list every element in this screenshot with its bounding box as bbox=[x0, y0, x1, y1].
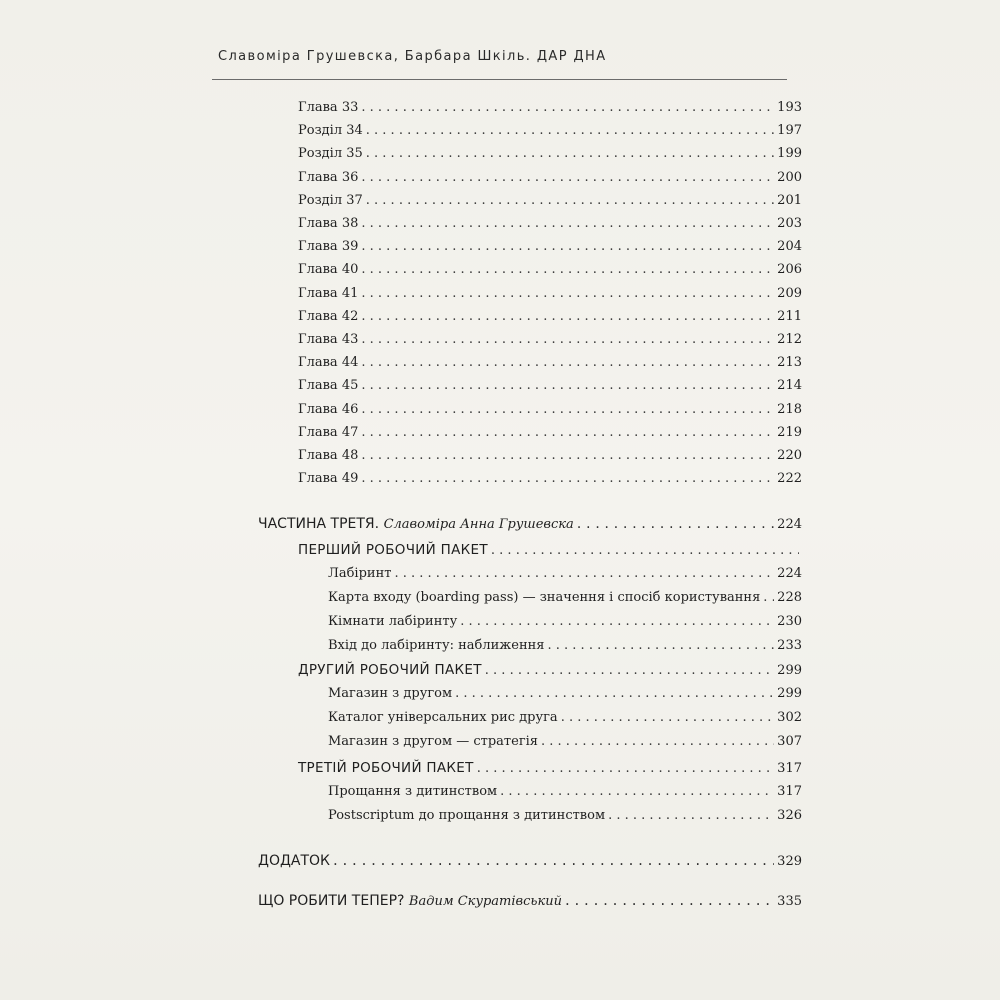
toc-item[interactable] bbox=[328, 638, 802, 653]
toc-chapter[interactable] bbox=[298, 309, 802, 324]
leader-dots bbox=[361, 402, 774, 417]
chapter-page: 222 bbox=[777, 471, 802, 487]
leader-dots bbox=[361, 286, 774, 301]
leader-dots bbox=[366, 123, 774, 138]
chapter-label: Глава 42 bbox=[298, 308, 359, 324]
toc-item[interactable] bbox=[328, 808, 802, 823]
item-label: Postscriptum до прощання з дитинством bbox=[328, 808, 606, 823]
chapter-page: 213 bbox=[777, 355, 802, 371]
chapter-label: Глава 45 bbox=[298, 378, 359, 394]
toc-item[interactable] bbox=[328, 710, 802, 725]
chapter-page: 218 bbox=[777, 401, 802, 417]
leader-dots bbox=[500, 784, 774, 799]
toc-chapter[interactable] bbox=[298, 216, 802, 231]
part-three-label: ЧАСТИНА ТРЕТЯ. bbox=[258, 516, 380, 532]
chapter-label: Глава 41 bbox=[298, 285, 359, 301]
chapter-label: Глава 49 bbox=[298, 471, 359, 487]
leader-dots bbox=[361, 262, 774, 277]
item-page: 299 bbox=[777, 686, 802, 701]
chapter-label: Розділ 34 bbox=[298, 123, 363, 139]
leader-dots bbox=[361, 378, 774, 393]
leader-dots bbox=[361, 100, 774, 115]
toc-what-now[interactable] bbox=[258, 891, 802, 909]
toc-item[interactable] bbox=[328, 734, 802, 749]
leader-dots bbox=[460, 614, 774, 629]
toc-package-1[interactable] bbox=[298, 542, 802, 558]
leader-dots bbox=[333, 851, 774, 869]
chapter-label: Глава 47 bbox=[298, 424, 359, 440]
item-page: 228 bbox=[777, 590, 802, 605]
chapter-page: 199 bbox=[777, 146, 802, 162]
package-2-page: 299 bbox=[777, 663, 802, 678]
toc-chapter[interactable] bbox=[298, 123, 802, 138]
toc-chapter[interactable] bbox=[298, 471, 802, 486]
toc-item[interactable] bbox=[328, 566, 802, 581]
item-label: Прощання з дитинством bbox=[328, 784, 498, 799]
item-page: 233 bbox=[777, 638, 802, 653]
chapter-page: 197 bbox=[777, 123, 802, 139]
chapter-page: 201 bbox=[777, 192, 802, 208]
package-2-label: ДРУГИЙ РОБОЧИЙ ПАКЕТ bbox=[298, 662, 482, 678]
package-3-page: 317 bbox=[777, 761, 802, 776]
item-page: 302 bbox=[777, 710, 802, 725]
item-page: 230 bbox=[777, 614, 802, 629]
leader-dots bbox=[577, 516, 774, 532]
chapter-page: 203 bbox=[777, 216, 802, 231]
leader-dots bbox=[361, 309, 774, 324]
toc-chapter[interactable] bbox=[298, 378, 802, 393]
toc-chapter[interactable] bbox=[298, 286, 802, 301]
toc-item[interactable] bbox=[328, 614, 802, 629]
toc-chapter[interactable] bbox=[298, 448, 802, 463]
toc-chapter[interactable] bbox=[298, 332, 802, 347]
chapter-page: 200 bbox=[777, 169, 802, 185]
toc-item[interactable] bbox=[328, 686, 802, 701]
leader-dots bbox=[763, 590, 774, 605]
chapter-page: 193 bbox=[777, 100, 802, 115]
chapter-label: Глава 36 bbox=[298, 169, 359, 185]
leader-dots bbox=[455, 686, 774, 701]
chapter-page: 220 bbox=[777, 448, 802, 463]
leader-dots bbox=[394, 566, 774, 581]
leader-dots bbox=[548, 638, 775, 653]
leader-dots bbox=[608, 808, 774, 823]
toc-chapter[interactable] bbox=[298, 146, 802, 161]
chapter-page: 206 bbox=[777, 262, 802, 278]
leader-dots bbox=[565, 891, 774, 909]
chapter-label: Розділ 35 bbox=[298, 146, 363, 162]
toc-package-2[interactable] bbox=[298, 662, 802, 678]
item-label: Каталог універсальних рис друга bbox=[328, 710, 558, 725]
leader-dots bbox=[491, 543, 799, 558]
chapter-page: 212 bbox=[777, 332, 802, 347]
leader-dots bbox=[361, 471, 774, 486]
leader-dots bbox=[561, 710, 774, 725]
item-page: 317 bbox=[777, 784, 802, 799]
appendix-label: ДОДАТОК bbox=[258, 853, 330, 869]
leader-dots bbox=[361, 355, 774, 370]
what-now-page: 335 bbox=[777, 894, 802, 909]
chapter-page: 214 bbox=[777, 378, 802, 394]
item-label: Магазин з другом bbox=[328, 686, 453, 701]
toc-part-three[interactable] bbox=[258, 516, 802, 532]
toc-chapter[interactable] bbox=[298, 402, 802, 417]
part-three-author: Славоміра Анна Грушевска bbox=[383, 517, 574, 532]
chapter-label: Глава 48 bbox=[298, 448, 359, 463]
chapter-page: 211 bbox=[777, 308, 802, 324]
chapter-label: Розділ 37 bbox=[298, 192, 363, 208]
chapter-label: Глава 43 bbox=[298, 332, 359, 347]
leader-dots bbox=[541, 734, 774, 749]
item-page: 307 bbox=[777, 734, 802, 749]
leader-dots bbox=[361, 170, 774, 185]
leader-dots bbox=[477, 761, 774, 776]
chapter-label: Глава 39 bbox=[298, 239, 359, 255]
leader-dots bbox=[361, 425, 774, 440]
item-label: Карта входу (boarding pass) — значення і спосіб користування bbox=[328, 590, 761, 605]
chapter-page: 204 bbox=[777, 239, 802, 255]
leader-dots bbox=[361, 239, 774, 254]
what-now-author: Вадим Скуратівський bbox=[408, 894, 562, 909]
toc-chapter[interactable] bbox=[298, 355, 802, 370]
running-header: Славоміра Грушевска, Барбара Шкіль. ДАР ДНА bbox=[218, 49, 607, 64]
item-label: Вхід до лабіринту: наближення bbox=[328, 638, 545, 653]
toc-chapter[interactable] bbox=[298, 100, 802, 115]
leader-dots bbox=[361, 332, 774, 347]
toc-package-3[interactable] bbox=[298, 760, 802, 776]
toc-appendix[interactable] bbox=[258, 851, 802, 869]
item-page: 224 bbox=[777, 566, 802, 581]
leader-dots bbox=[366, 193, 774, 208]
what-now-label: ЩО РОБИТИ ТЕПЕР? bbox=[258, 893, 405, 909]
chapter-label: Глава 38 bbox=[298, 216, 359, 231]
package-1-label: ПЕРШИЙ РОБОЧИЙ ПАКЕТ bbox=[298, 542, 488, 558]
appendix-page: 329 bbox=[777, 854, 802, 869]
package-3-label: ТРЕТІЙ РОБОЧИЙ ПАКЕТ bbox=[298, 760, 474, 776]
toc-chapter[interactable] bbox=[298, 425, 802, 440]
leader-dots bbox=[361, 216, 774, 231]
item-label: Магазин з другом — стратегія bbox=[328, 734, 538, 749]
chapter-page: 219 bbox=[777, 424, 802, 440]
leader-dots bbox=[366, 146, 774, 161]
leader-dots bbox=[361, 448, 774, 463]
chapter-label: Глава 46 bbox=[298, 401, 359, 417]
chapter-label: Глава 44 bbox=[298, 355, 359, 371]
chapter-label: Глава 33 bbox=[298, 100, 359, 115]
toc-chapter[interactable] bbox=[298, 193, 802, 208]
item-label: Кімнати лабіринту bbox=[328, 614, 458, 629]
toc-chapter[interactable] bbox=[298, 170, 802, 185]
part-three-page: 224 bbox=[777, 517, 802, 532]
header-rule bbox=[212, 79, 787, 80]
toc-chapter[interactable] bbox=[298, 239, 802, 254]
chapter-label: Глава 40 bbox=[298, 262, 359, 278]
chapter-page: 209 bbox=[777, 285, 802, 301]
leader-dots bbox=[485, 663, 774, 678]
toc-item[interactable] bbox=[328, 784, 802, 799]
toc-chapter[interactable] bbox=[298, 262, 802, 277]
item-page: 326 bbox=[777, 808, 802, 823]
toc-item[interactable] bbox=[328, 590, 802, 605]
item-label: Лабіринт bbox=[328, 566, 392, 581]
